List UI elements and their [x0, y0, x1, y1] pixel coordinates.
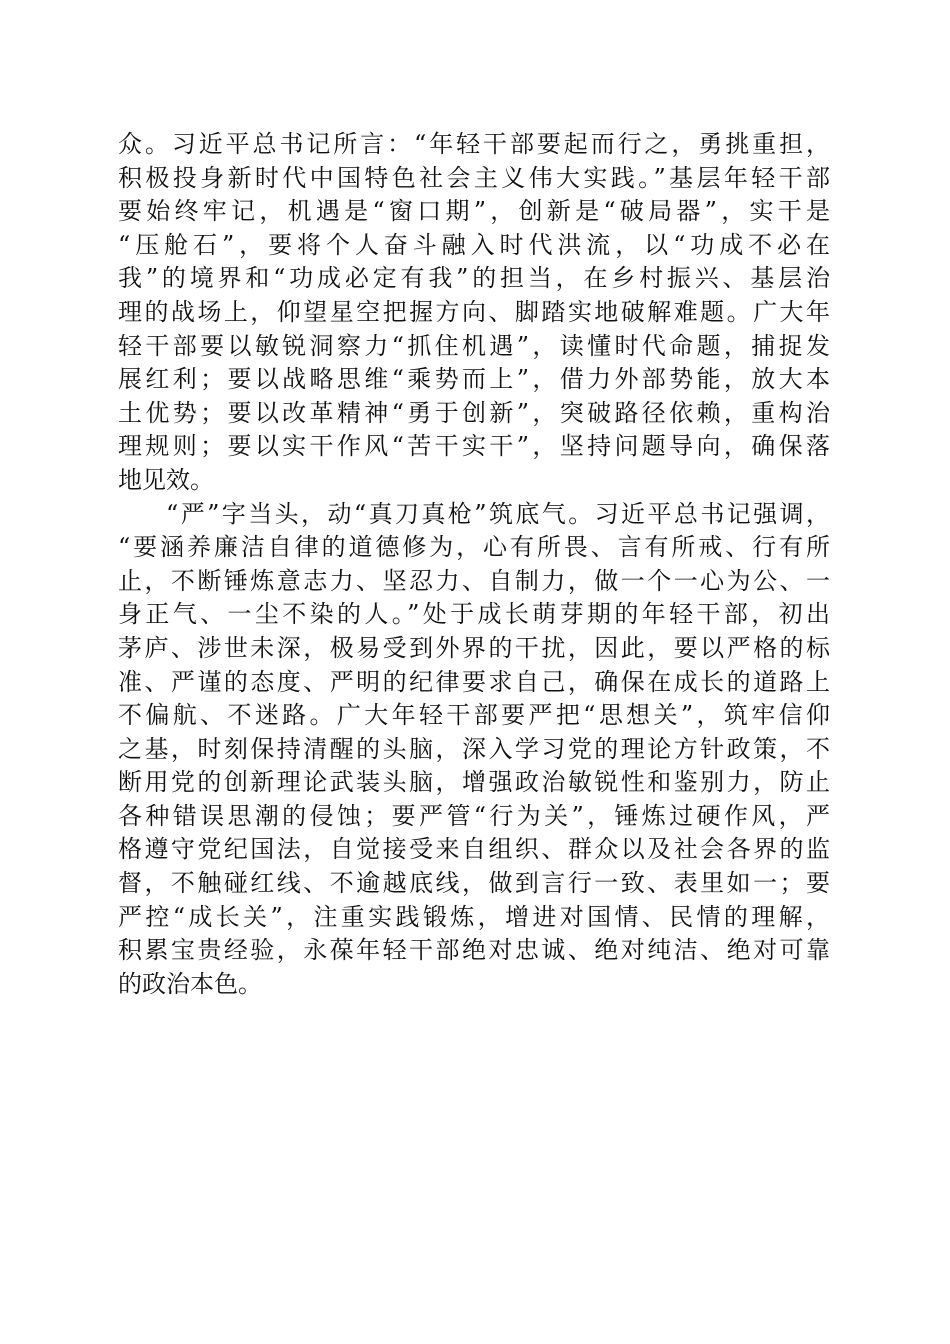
- text-line: 积累宝贵经验，永葆年轻干部绝对忠诚、绝对纯洁、绝对可靠: [118, 936, 830, 965]
- text-line: 理规则；要以实干作风“苦干实干”，坚持问题导向，确保落: [118, 432, 830, 461]
- text-line: 准、严谨的态度、严明的纪律要求自己，确保在成长的道路上: [118, 667, 830, 696]
- text-line: 断用党的创新理论武装头脑，增强政治敏锐性和鉴别力，防止: [118, 768, 830, 797]
- text-line: 的政治本色。: [118, 969, 262, 998]
- text-line: 止，不断锤炼意志力、坚忍力、自制力，做一个一心为公、一: [118, 566, 830, 595]
- text-line: 督，不触碰红线、不逾越底线，做到言行一致、表里如一；要: [118, 869, 830, 898]
- text-line: 展红利；要以战略思维“乘势而上”，借力外部势能，放大本: [118, 365, 830, 394]
- text-line: 众。习近平总书记所言：“年轻干部要起而行之，勇挑重担，: [118, 130, 830, 158]
- text-line: 地见效。: [118, 465, 214, 494]
- text-line: “压舱石”，要将个人奋斗融入时代洪流，以“功成不必在: [118, 230, 830, 259]
- text-line: 轻干部要以敏锐洞察力“抓住机遇”，读懂时代命题，捕捉发: [118, 331, 830, 360]
- text-line: 土优势；要以改革精神“勇于创新”，突破路径依赖，重构治: [118, 398, 830, 427]
- text-line: 严控“成长关”，注重实践锻炼，增进对国情、民情的理解，: [118, 902, 830, 931]
- text-line: 身正气、一尘不染的人。”处于成长萌芽期的年轻干部，初出: [118, 600, 830, 629]
- document-body: [118, 128, 830, 1001]
- text-line: 格遵守党纪国法，自觉接受来自组织、群众以及社会各界的监: [118, 835, 830, 864]
- text-line: 之基，时刻保持清醒的头脑，深入学习党的理论方针政策，不: [118, 734, 830, 763]
- paragraph-first-line: “严”字当头，动“真刀真枪”筑底气。习近平总书记强调，: [166, 499, 830, 528]
- text-line: 各种错误思潮的侵蚀；要严管“行为关”，锤炼过硬作风，严: [118, 801, 830, 830]
- text-line: 要始终牢记，机遇是“窗口期”，创新是“破局器”，实干是: [118, 197, 830, 226]
- text-line: 积极投身新时代中国特色社会主义伟大实践。”基层年轻干部: [118, 163, 830, 192]
- text-line: 我”的境界和“功成必定有我”的担当，在乡村振兴、基层治: [118, 264, 830, 293]
- text-line: “要涵养廉洁自律的道德修为，心有所畏、言有所戒、行有所: [118, 533, 830, 562]
- text-line: 茅庐、涉世未深，极易受到外界的干扰，因此，要以严格的标: [118, 633, 830, 662]
- text-line: 理的战场上，仰望星空把握方向、脚踏实地破解难题。广大年: [118, 297, 830, 326]
- text-line: 不偏航、不迷路。广大年轻干部要严把“思想关”，筑牢信仰: [118, 701, 830, 730]
